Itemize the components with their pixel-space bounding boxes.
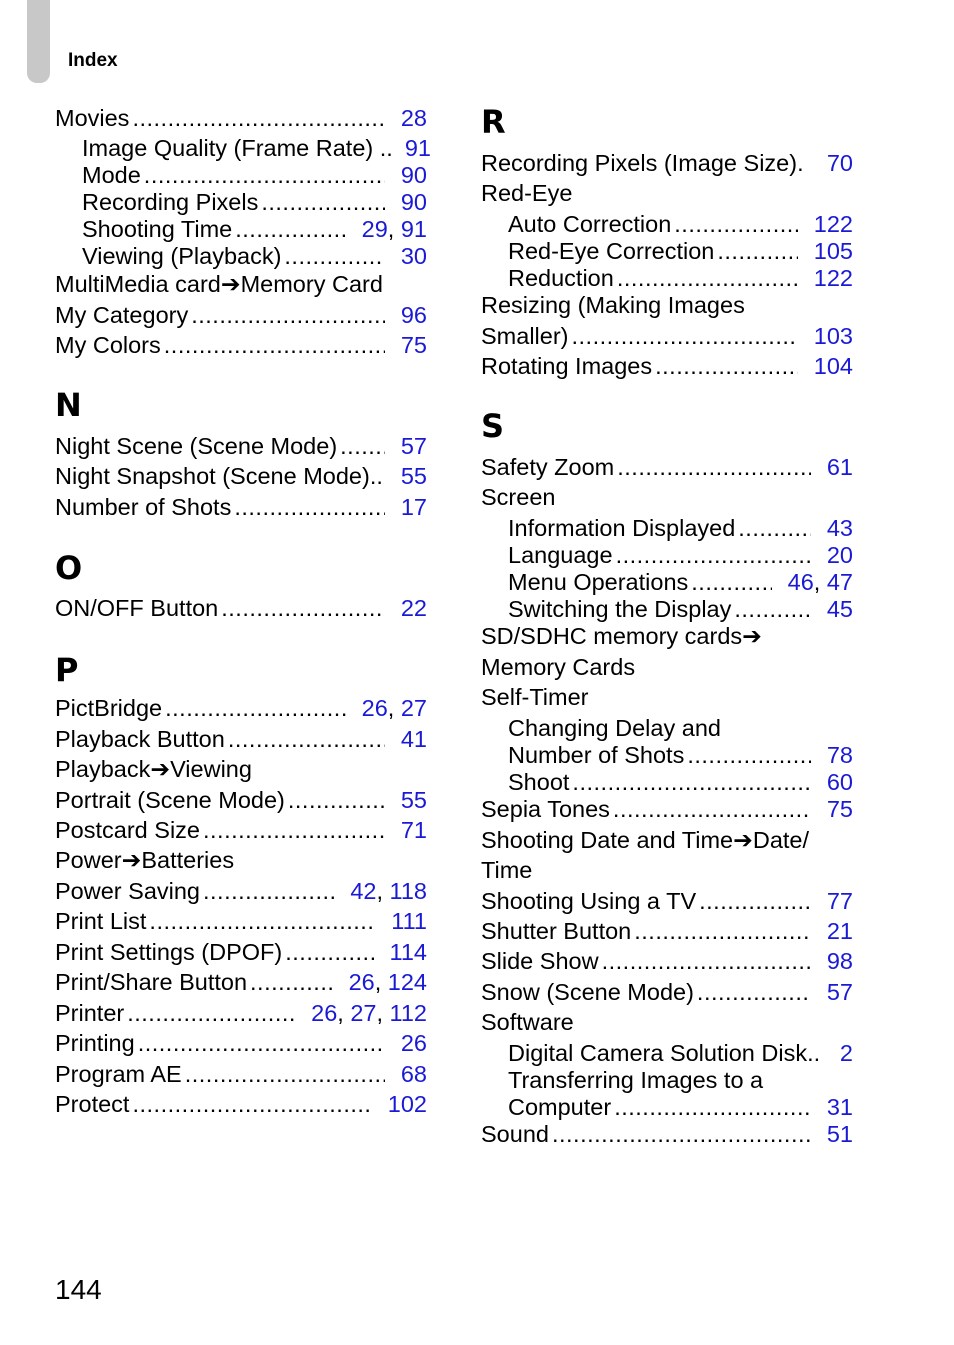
entry-term: Night Scene (Scene Mode) — [55, 433, 338, 459]
entry-see-target: Viewing — [170, 756, 252, 782]
page-link[interactable]: 55 — [400, 463, 427, 489]
dot-leader — [165, 694, 346, 722]
entry-term: Recording Pixels — [82, 189, 259, 215]
entry-term: Software — [481, 1009, 574, 1035]
index-letter-heading: R — [481, 103, 506, 141]
page-link[interactable]: 105 — [813, 238, 853, 264]
page-references — [401, 432, 427, 460]
dot-leader — [691, 568, 771, 596]
page-references — [827, 887, 853, 915]
index-entry — [55, 938, 427, 966]
entry-term: SD/SDHC memory cards — [481, 623, 743, 649]
index-entry — [55, 1029, 427, 1057]
page-references — [401, 188, 427, 216]
page-references — [814, 352, 853, 380]
dot-leader — [634, 917, 811, 945]
page-references — [814, 210, 853, 238]
index-subentry — [508, 595, 853, 623]
page-references — [827, 453, 853, 481]
page-separator: , — [337, 1000, 351, 1026]
dot-leader — [655, 352, 798, 380]
page-references — [349, 968, 427, 996]
index-entry — [481, 683, 853, 711]
page-link[interactable]: 70 — [826, 150, 853, 176]
entry-term: Changing Delay and — [508, 715, 721, 741]
entry-term: Digital Camera Solution Disk.. — [508, 1040, 821, 1066]
dot-leader — [164, 331, 385, 359]
index-entry — [481, 917, 853, 945]
page-link[interactable]: 20 — [826, 542, 853, 568]
entry-term: Protect — [55, 1091, 130, 1117]
dot-leader — [571, 322, 797, 350]
entry-term: Print/Share Button — [55, 969, 248, 995]
dot-leader — [288, 786, 385, 814]
dot-leader — [234, 493, 385, 521]
index-entry — [481, 1120, 853, 1148]
entry-term: Movies — [55, 105, 130, 131]
dot-leader — [235, 215, 345, 243]
page-references — [840, 1039, 853, 1067]
index-subentry — [508, 264, 853, 292]
page-link[interactable]: 68 — [400, 1061, 427, 1087]
index-entry — [55, 725, 427, 753]
dot-leader — [674, 210, 798, 238]
page-link[interactable]: 60 — [826, 769, 853, 795]
entry-term: Smaller) — [481, 323, 569, 349]
index-letter-heading: S — [481, 407, 505, 445]
index-entry — [55, 270, 427, 298]
index-entry — [481, 291, 853, 319]
index-entry — [481, 1008, 853, 1036]
dot-leader — [614, 1093, 811, 1121]
index-subentry — [82, 188, 427, 216]
page-references — [827, 795, 853, 823]
page-link[interactable]: 77 — [826, 888, 853, 914]
dot-leader — [132, 104, 384, 132]
index-entry — [55, 493, 427, 521]
see-arrow-icon: ➔ — [733, 827, 753, 853]
dot-leader — [144, 161, 385, 189]
see-arrow-icon: ➔ — [150, 756, 171, 782]
dot-leader — [552, 1120, 811, 1148]
entry-term: Self-Timer — [481, 684, 589, 710]
index-subentry — [82, 161, 427, 189]
page-separator: , — [376, 1000, 390, 1026]
index-entry — [55, 907, 427, 935]
index-subentry — [508, 541, 853, 569]
entry-term: Image Quality (Frame Rate) .. — [82, 135, 393, 161]
dot-leader — [616, 541, 811, 569]
entry-term: Program AE — [55, 1061, 182, 1087]
dot-leader — [261, 188, 385, 216]
page-references — [788, 568, 853, 596]
page-link[interactable]: 75 — [400, 332, 427, 358]
index-letter-heading: N — [55, 386, 82, 424]
index-entry — [55, 816, 427, 844]
page-references — [401, 594, 427, 622]
entry-term: Shooting Time — [82, 216, 233, 242]
entry-term: Viewing (Playback) — [82, 243, 282, 269]
entry-term: My Colors — [55, 332, 161, 358]
page-link[interactable]: 28 — [400, 105, 427, 131]
entry-term: Shoot — [508, 769, 570, 795]
page-link[interactable]: 2 — [839, 1040, 853, 1066]
dot-leader — [687, 741, 811, 769]
index-entry — [55, 462, 427, 490]
entry-term: PictBridge — [55, 695, 163, 721]
entry-term: Snow (Scene Mode) — [481, 979, 694, 1005]
dot-leader — [613, 795, 811, 823]
page-link[interactable]: 122 — [813, 265, 853, 291]
page-references — [827, 917, 853, 945]
index-entry — [55, 594, 427, 622]
entry-term: Menu Operations — [508, 569, 689, 595]
page-references — [827, 741, 853, 769]
dot-leader — [132, 1090, 371, 1118]
index-entry — [55, 104, 427, 132]
entry-term: Transferring Images to a — [508, 1067, 764, 1093]
entry-see-target: Batteries — [141, 847, 235, 873]
page-link[interactable]: 112 — [389, 1000, 427, 1026]
page-references — [827, 978, 853, 1006]
entry-term: Shooting Date and Time — [481, 827, 734, 853]
page-link[interactable]: 46 — [787, 569, 814, 595]
page-link[interactable]: 17 — [400, 494, 427, 520]
entry-term: ON/OFF Button — [55, 595, 219, 621]
see-arrow-icon: ➔ — [220, 271, 241, 297]
page-references — [350, 877, 427, 905]
index-entry — [481, 856, 853, 884]
section-header: Index — [68, 50, 118, 71]
page-link[interactable]: 57 — [826, 979, 853, 1005]
index-entry — [55, 968, 427, 996]
page-references — [401, 786, 427, 814]
page-link[interactable]: 42 — [350, 878, 377, 904]
page-references — [814, 237, 853, 265]
entry-see-target: Date/ — [752, 827, 810, 853]
index-entry — [481, 453, 853, 481]
index-entry — [55, 877, 427, 905]
page-references — [814, 322, 853, 350]
page-references — [401, 161, 427, 189]
page-references — [401, 1029, 427, 1057]
page-link[interactable]: 104 — [813, 353, 853, 379]
dot-leader — [699, 887, 811, 915]
page-references — [814, 264, 853, 292]
page-link[interactable]: 55 — [400, 787, 427, 813]
index-entry — [55, 846, 427, 874]
page-link[interactable]: 27 — [350, 1000, 377, 1026]
page-link[interactable]: 78 — [826, 742, 853, 768]
entry-term: Rotating Images — [481, 353, 653, 379]
page-references — [827, 1093, 853, 1121]
page-link[interactable]: 102 — [387, 1091, 427, 1117]
page-link[interactable]: 61 — [826, 454, 853, 480]
index-subentry — [82, 134, 431, 162]
dot-leader — [617, 453, 811, 481]
index-subentry — [508, 714, 853, 742]
page-link[interactable]: 26 — [361, 695, 388, 721]
page-link[interactable]: 91 — [400, 216, 427, 242]
index-entry — [481, 887, 853, 915]
page-link[interactable]: 29 — [361, 216, 388, 242]
entry-term: Sepia Tones — [481, 796, 610, 822]
page-link[interactable]: 118 — [389, 878, 427, 904]
entry-see-target: Memory Card — [240, 271, 383, 297]
index-subentry — [508, 741, 853, 769]
index-subentry — [508, 1093, 853, 1121]
page-references — [827, 768, 853, 796]
page-references — [827, 1120, 853, 1148]
entry-term: Recording Pixels (Image Size). — [481, 150, 804, 176]
page-link[interactable]: 98 — [826, 948, 853, 974]
index-letter-heading: O — [55, 549, 83, 587]
page-link[interactable]: 45 — [826, 596, 853, 622]
dot-leader — [149, 907, 375, 935]
entry-term: Mode — [82, 162, 141, 188]
dot-leader — [284, 242, 384, 270]
page-link[interactable]: 41 — [400, 726, 427, 752]
dot-leader — [138, 1029, 385, 1057]
page-references — [827, 149, 853, 177]
page-references — [401, 493, 427, 521]
index-entry — [481, 947, 853, 975]
dot-leader — [572, 768, 810, 796]
page-references — [311, 999, 427, 1027]
entry-term: Shutter Button — [481, 918, 632, 944]
entry-term: Red-Eye — [481, 180, 573, 206]
page-references — [391, 907, 427, 935]
entry-term: Memory Cards — [481, 654, 636, 680]
index-entry — [55, 331, 427, 359]
entry-term: Number of Shots — [508, 742, 685, 768]
page-references — [362, 215, 427, 243]
entry-term: Printing — [55, 1030, 135, 1056]
index-entry — [55, 999, 427, 1027]
page-references — [401, 725, 427, 753]
page-link[interactable]: 26 — [400, 1030, 427, 1056]
entry-term: Print List — [55, 908, 147, 934]
index-subentry — [508, 768, 853, 796]
dot-leader — [602, 947, 811, 975]
page-references — [401, 816, 427, 844]
page-link[interactable]: 75 — [826, 796, 853, 822]
dot-leader — [734, 595, 811, 623]
index-entry — [481, 826, 853, 854]
entry-term: Reduction — [508, 265, 614, 291]
dot-leader — [250, 968, 333, 996]
see-arrow-icon: ➔ — [742, 623, 762, 649]
page-link[interactable]: 90 — [400, 162, 427, 188]
page-link[interactable]: 96 — [400, 302, 427, 328]
entry-term: Sound — [481, 1121, 549, 1147]
page-link[interactable]: 71 — [400, 817, 427, 843]
index-entry — [55, 694, 427, 722]
index-subentry — [508, 237, 853, 265]
dot-leader — [697, 978, 811, 1006]
page-link[interactable]: 27 — [400, 695, 427, 721]
page-link[interactable]: 26 — [348, 969, 375, 995]
index-entry — [481, 149, 853, 177]
index-entry — [55, 755, 427, 783]
page-references — [401, 1060, 427, 1088]
entry-term: Printer — [55, 1000, 125, 1026]
entry-term: MultiMedia card — [55, 271, 221, 297]
entry-term: Auto Correction — [508, 211, 672, 237]
index-entry — [55, 786, 427, 814]
dot-leader — [203, 877, 334, 905]
entry-term: Slide Show — [481, 948, 599, 974]
index-entry — [481, 795, 853, 823]
page-references — [401, 301, 427, 329]
dot-leader — [185, 1060, 385, 1088]
page-link[interactable]: 114 — [389, 939, 427, 965]
page-separator: , — [376, 878, 390, 904]
entry-term: Power Saving — [55, 878, 200, 904]
page-link[interactable]: 21 — [826, 918, 853, 944]
entry-term: Shooting Using a TV — [481, 888, 697, 914]
page-link[interactable]: 51 — [826, 1121, 853, 1147]
page-separator: , — [387, 695, 401, 721]
page-separator: , — [374, 969, 388, 995]
index-entry — [481, 179, 853, 207]
entry-term: Portrait (Scene Mode) — [55, 787, 285, 813]
entry-term: Safety Zoom — [481, 454, 615, 480]
dot-leader — [340, 432, 385, 460]
page-references — [388, 1090, 427, 1118]
see-arrow-icon: ➔ — [121, 847, 142, 873]
page-link[interactable]: 111 — [391, 908, 427, 934]
page-references — [401, 331, 427, 359]
page-references — [827, 947, 853, 975]
index-subentry — [82, 215, 427, 243]
entry-term: Time — [481, 857, 533, 883]
page-link[interactable]: 90 — [400, 189, 427, 215]
dot-leader — [228, 725, 385, 753]
entry-term: Print Settings (DPOF) — [55, 939, 283, 965]
page-references — [827, 514, 853, 542]
entry-term: Red-Eye Correction — [508, 238, 715, 264]
page-separator: , — [813, 569, 827, 595]
index-entry — [481, 653, 853, 681]
page-references — [401, 462, 427, 490]
index-subentry — [508, 514, 853, 542]
dot-leader — [203, 816, 385, 844]
index-entry — [481, 322, 853, 350]
page-link[interactable]: 31 — [826, 1094, 853, 1120]
page-link[interactable]: 91 — [404, 135, 431, 161]
index-entry — [481, 978, 853, 1006]
index-entry — [481, 352, 853, 380]
index-subentry — [508, 210, 853, 238]
page-number: 144 — [55, 1274, 102, 1305]
dot-leader — [617, 264, 798, 292]
index-entry — [55, 432, 427, 460]
dot-leader — [717, 237, 797, 265]
dot-leader — [285, 938, 373, 966]
entry-term: Computer — [508, 1094, 612, 1120]
entry-term: Postcard Size — [55, 817, 200, 843]
index-subentry — [508, 1039, 853, 1067]
entry-term: Power — [55, 847, 122, 873]
index-letter-heading: P — [55, 651, 79, 689]
page-link[interactable]: 47 — [826, 569, 853, 595]
page-link[interactable]: 26 — [311, 1000, 338, 1026]
entry-term: Night Snapshot (Scene Mode).. — [55, 463, 383, 489]
page-link[interactable]: 43 — [826, 515, 853, 541]
page-link[interactable]: 124 — [387, 969, 427, 995]
page-link[interactable]: 57 — [400, 433, 427, 459]
dot-leader — [127, 999, 295, 1027]
index-entry — [55, 301, 427, 329]
index-entry — [481, 622, 853, 650]
entry-term: Switching the Display — [508, 596, 732, 622]
page-references — [827, 595, 853, 623]
entry-term: My Category — [55, 302, 189, 328]
page-references — [390, 938, 427, 966]
entry-term: Playback Button — [55, 726, 225, 752]
index-entry — [481, 483, 853, 511]
page-references — [362, 694, 427, 722]
entry-term: Resizing (Making Images — [481, 292, 745, 318]
dot-leader — [738, 514, 811, 542]
entry-term: Number of Shots — [55, 494, 232, 520]
page-references — [401, 242, 427, 270]
dot-leader — [191, 301, 385, 329]
page-references — [405, 134, 431, 162]
index-entry — [55, 1090, 427, 1118]
index-subentry — [82, 242, 427, 270]
page-references — [827, 541, 853, 569]
side-tab-marker — [27, 0, 50, 83]
page-link[interactable]: 122 — [813, 211, 853, 237]
dot-leader — [221, 594, 385, 622]
index-entry — [55, 1060, 427, 1088]
page-link[interactable]: 30 — [400, 243, 427, 269]
page-link[interactable]: 22 — [400, 595, 427, 621]
page-link[interactable]: 103 — [813, 323, 853, 349]
entry-term: Language — [508, 542, 613, 568]
page-separator: , — [387, 216, 401, 242]
index-subentry — [508, 568, 853, 596]
entry-term: Information Displayed — [508, 515, 736, 541]
page-references — [401, 104, 427, 132]
entry-term: Screen — [481, 484, 556, 510]
entry-term: Playback — [55, 756, 151, 782]
index-subentry — [508, 1066, 853, 1094]
